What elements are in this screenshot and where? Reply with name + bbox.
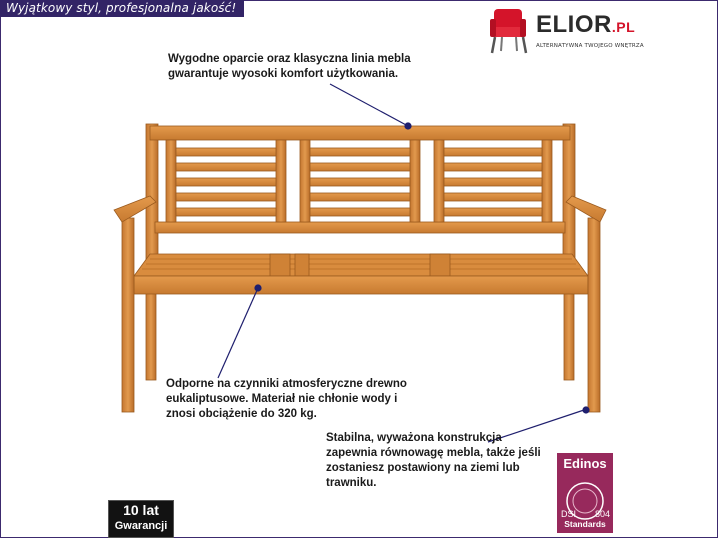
bench — [114, 124, 606, 412]
callout-stability — [326, 431, 541, 491]
callout-material — [166, 377, 407, 422]
logo-suffix: .PL — [611, 19, 636, 35]
callout-backrest-line: Wygodne oparcie oraz klasyczna linia mebla — [168, 53, 411, 65]
edinos-title: Edinos — [563, 456, 607, 471]
logo-name: ELIOR — [536, 11, 612, 38]
warranty-years: 10 lat — [123, 502, 159, 518]
edinos-number: 804 — [594, 509, 610, 519]
logo-subtitle: ALTERNATYWNA TWOJEGO WNĘTRZA — [536, 43, 644, 49]
callout-stability-line: Stabilna, wyważona konstrukcja — [326, 432, 502, 444]
warranty-label: Gwarancji — [114, 520, 168, 532]
warranty-badge — [108, 500, 174, 538]
callout-material-line: Odporne na czynniki atmosferyczne drewno — [166, 378, 407, 390]
callout-material-line: eukaliptusowe. Materiał nie chłonie wody i — [166, 393, 398, 405]
callout-stability-line: zapewnia równowagę mebla, także jeśli — [326, 447, 541, 459]
tagline-banner: Wyjątkowy styl, profesjonalna jakość! — [0, 0, 244, 17]
edinos-left-label: DSI — [561, 509, 577, 519]
callout-stability-line: zostaniesz postawiony na ziemi lub — [326, 462, 520, 474]
edinos-subtitle: Standards — [564, 519, 606, 529]
callout-material-line: znosi obciążenie do 320 kg. — [166, 408, 317, 420]
callout-backrest — [168, 52, 411, 82]
callout-backrest-line: gwarantuje wyosoki komfort użytkowania. — [168, 68, 399, 80]
callout-stability-line: trawniku. — [326, 477, 377, 489]
edinos-certificate — [557, 453, 613, 533]
